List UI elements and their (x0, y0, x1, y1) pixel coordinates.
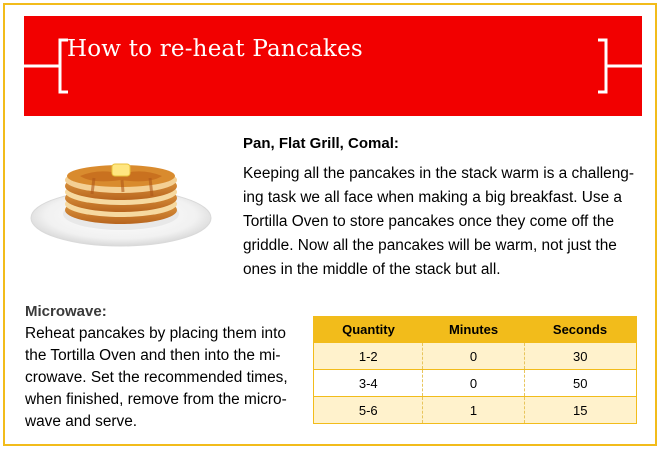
table-row (314, 370, 637, 397)
microwave-paragraph (25, 323, 303, 433)
column-header-minutes: Minutes (423, 317, 524, 343)
table-cell: 50 (524, 370, 636, 397)
text-line: griddle. Now all the pancakes will be warm, not just the (243, 237, 617, 254)
text-line: Keeping all the pancakes in the stack warm is a challeng- (243, 165, 634, 182)
table-row (314, 397, 637, 424)
table-cell: 3-4 (314, 370, 423, 397)
text-line: ing task we all face when making a big breakfast. Use a (243, 189, 622, 206)
microwave-heading: Microwave: (25, 303, 107, 320)
table-row (314, 343, 637, 370)
table-cell: 30 (524, 343, 636, 370)
reheat-times-table (313, 316, 637, 424)
bracket-decoration (24, 16, 642, 116)
table-cell: 1 (423, 397, 524, 424)
table-cell: 0 (423, 370, 524, 397)
table-cell: 0 (423, 343, 524, 370)
column-header-quantity: Quantity (314, 317, 423, 343)
title-banner (24, 16, 642, 116)
text-line: ones in the middle of the stack but all. (243, 261, 501, 278)
text-line: Tortilla Oven to store pancakes once they come off the (243, 213, 615, 230)
pan-heading: Pan, Flat Grill, Comal: (243, 135, 399, 152)
text-line: the Tortilla Oven and then into the mi- (25, 347, 281, 364)
text-line: wave and serve. (25, 413, 138, 430)
pancake-stack-icon (30, 150, 212, 250)
page-title: How to re-heat Pancakes (67, 36, 363, 62)
table-cell: 5-6 (314, 397, 423, 424)
text-line: when finished, remove from the micro- (25, 391, 287, 408)
table-cell: 1-2 (314, 343, 423, 370)
text-line: crowave. Set the recommended times, (25, 369, 288, 386)
text-line: Reheat pancakes by placing them into (25, 325, 286, 342)
column-header-seconds: Seconds (524, 317, 636, 343)
table-header-row (314, 317, 637, 343)
pan-paragraph (243, 162, 643, 282)
table-cell: 15 (524, 397, 636, 424)
